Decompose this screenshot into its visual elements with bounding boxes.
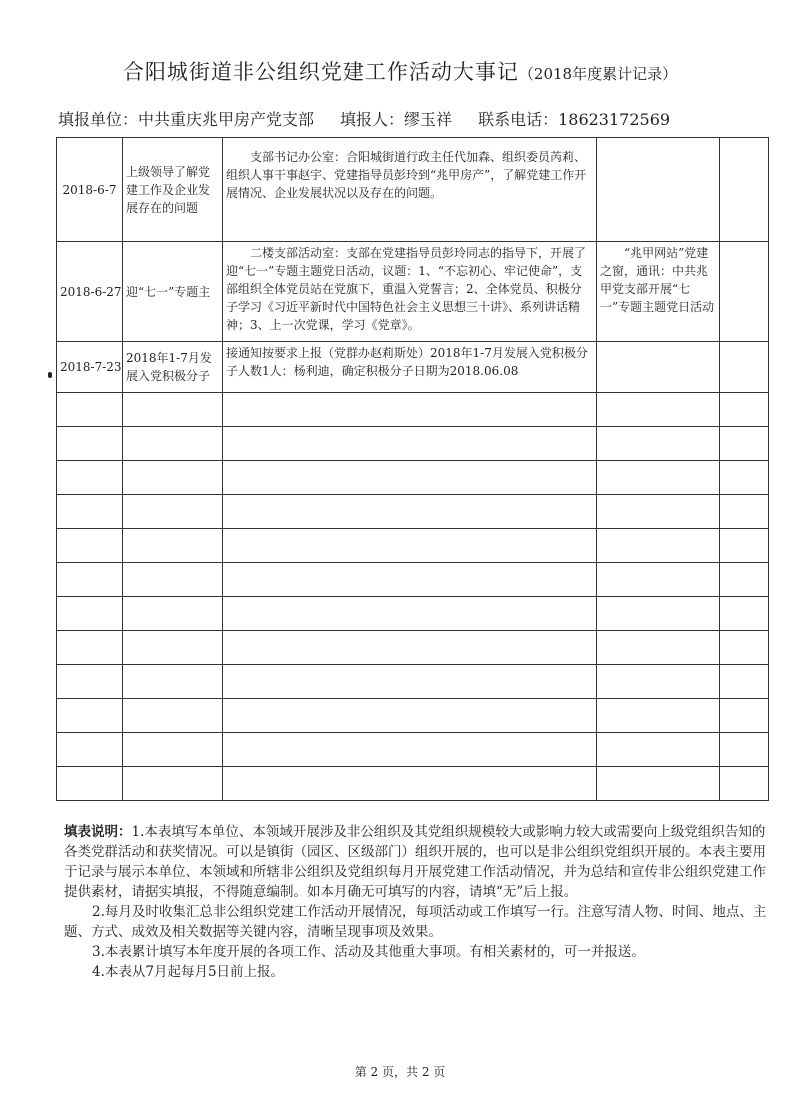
empty-row	[57, 767, 769, 801]
empty-row	[57, 427, 769, 461]
table-row	[57, 242, 769, 342]
activity-table	[56, 137, 769, 801]
title-main: 合阳城街道非公组织党建工作活动大事记	[122, 60, 519, 84]
row-remark	[720, 342, 769, 393]
row-topic: 上级领导了解党建工作及企业发展存在的问题	[123, 138, 223, 242]
empty-row	[57, 461, 769, 495]
reporter-label: 填报人：	[340, 110, 405, 129]
page-title	[0, 56, 800, 86]
report-info	[58, 107, 670, 130]
empty-row	[57, 495, 769, 529]
reporter-value: 缪玉祥	[404, 110, 453, 129]
empty-row	[57, 665, 769, 699]
empty-row	[57, 699, 769, 733]
row-content: 支部书记办公室：合阳城街道行政主任代加森、组织委员芮莉、组织人事干事赵宇、党建指导员彭玲到“兆甲房产”，了解党建工作开展情况、企业发展状况以及存在的问题。	[223, 138, 597, 242]
page-number: 第 2 页，共 2 页	[354, 1065, 446, 1079]
ink-dot	[48, 372, 52, 378]
instruction-3: 3.本表累计填写本年度开展的各项工作、活动及其他重大事项。有相关素材的，可一并报送。	[92, 944, 645, 960]
row-content: 二楼支部活动室：支部在党建指导员彭玲同志的指导下，开展了迎“七一”专题主题党日活动，议题：1、“不忘初心、牢记使命”，支部组织全体党员站在党旗下，重温入党誓言；2、全体党员、积极分子学习《习近平新时代中国特色社会主义思想三十讲》、系列讲话精神；3、上一次党课，学习《党章》。	[223, 242, 597, 342]
empty-row	[57, 563, 769, 597]
table-row	[57, 138, 769, 242]
row-publicity	[597, 342, 720, 393]
row-publicity: “兆甲网站”党建之窗，通讯：中共兆甲党支部开展“七一”专题主题党日活动	[597, 242, 720, 342]
empty-row	[57, 733, 769, 767]
unit-label: 填报单位：	[58, 110, 139, 129]
instruction-4: 4.本表从7月起每月5日前上报。	[92, 964, 285, 980]
phone-label: 联系电话：	[478, 110, 559, 129]
row-date: 2018-7-23	[57, 342, 123, 393]
row-publicity	[597, 138, 720, 242]
title-subtitle: （2018年度累计记录）	[518, 65, 678, 83]
empty-row	[57, 631, 769, 665]
instructions-lead: 填表说明：	[64, 824, 132, 840]
empty-row	[57, 529, 769, 563]
unit-value: 中共重庆兆甲房产党支部	[138, 110, 315, 129]
empty-row	[57, 393, 769, 427]
row-date: 2018-6-27	[57, 242, 123, 342]
row-date: 2018-6-7	[57, 138, 123, 242]
instruction-2: 2.每月及时收集汇总非公组织党建工作活动开展情况，每项活动或工作填写一行。注意写清人物、时间、地点、主题、方式、成效及相关数据等关键内容，清晰呈现事项及效果。	[64, 904, 767, 940]
row-topic: 迎“七一”专题主	[123, 242, 223, 342]
row-topic: 2018年1-7月发展入党积极分子	[123, 342, 223, 393]
instructions	[64, 822, 770, 982]
row-remark	[720, 242, 769, 342]
row-content: 接通知按要求上报（党群办赵莉斯处）2018年1-7月发展入党积极分子人数1人：杨利迪，确定积极分子日期为2018.06.08	[223, 342, 597, 393]
instruction-1: 填表说明：1.本表填写本单位、本领域开展涉及非公组织及其党组织规模较大或影响力较大或需要向上级党组织告知的各类党群活动和获奖情况。可以是镇街（园区、区级部门）组织开展的，也可以是非公组织党组织开展的。本表主要用于记录与展示本单位、本领域和所辖非公组织及党组织每月开展党建工作活动情况，并为总结和宣传非公组织党建工作提供素材，请据实填报，不得随意编制。如本月确无可填写的内容，请填“无”后上报。	[64, 824, 766, 900]
table-row	[57, 342, 769, 393]
phone-value: 18623172569	[558, 110, 671, 129]
empty-row	[57, 597, 769, 631]
row-remark	[720, 138, 769, 242]
